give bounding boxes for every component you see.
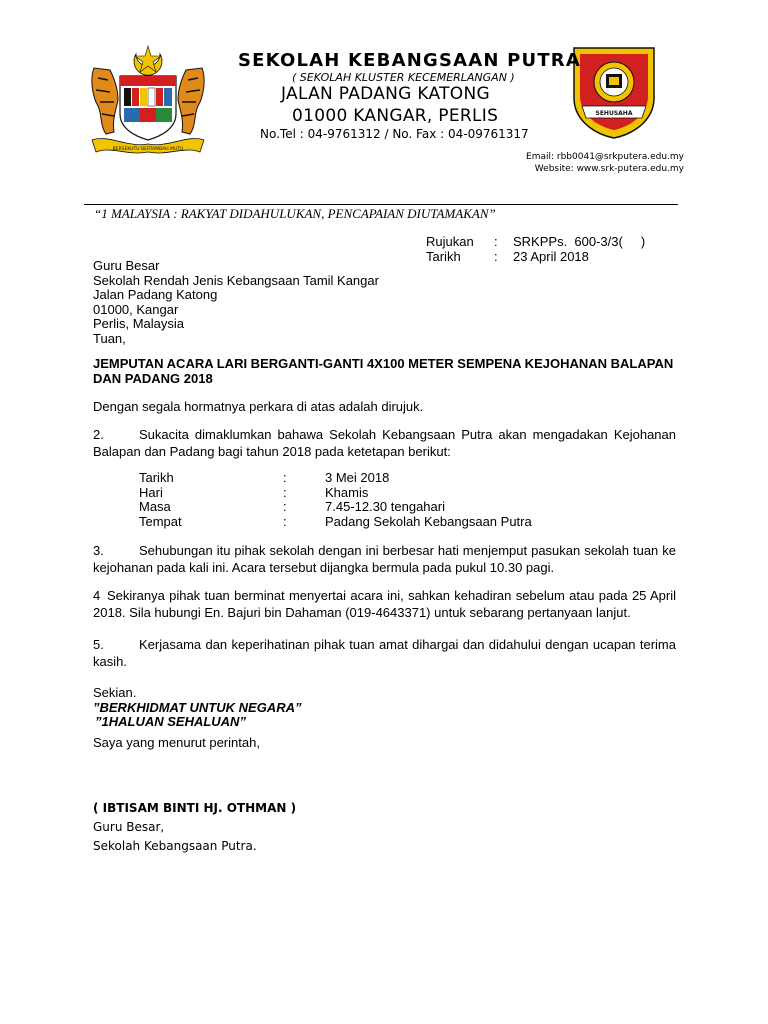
- school-address-line2: 01000 KANGAR, PERLIS: [292, 106, 499, 126]
- reference-row: [426, 235, 645, 250]
- school-name: SEKOLAH KEBANGSAAN PUTRA: [238, 50, 582, 71]
- paragraph-text: Kerjasama dan keperihatinan pihak tuan amat dihargai dan didahului dengan ucapan terima kasih.: [93, 637, 676, 669]
- school-cluster-subtitle: ( SEKOLAH KLUSTER KECEMERLANGAN ): [292, 71, 515, 84]
- date-row: [426, 250, 645, 265]
- detail-row: [139, 499, 532, 514]
- crest-left-scroll-text: BERSEKUTU BERTAMBAH MUTU: [112, 147, 184, 152]
- paragraph-text: Sekiranya pihak tuan berminat menyertai acara ini, sahkan kehadiran sebelum atau pada 25 April 2018. Sila hubungi En. Bajuri bin Dahaman (019-4643371) untuk sebarang pertanyaan lanjut.: [93, 588, 676, 620]
- detail-colon: :: [283, 513, 287, 529]
- detail-value: 3 Mei 2018: [325, 470, 390, 485]
- closing-sekian: Sekian.: [93, 685, 137, 700]
- school-address-line1: JALAN PADANG KATONG: [281, 84, 490, 104]
- signatory-name: ( IBTISAM BINTI HJ. OTHMAN ): [93, 801, 297, 815]
- paragraph-4: [93, 587, 676, 621]
- detail-value: 7.45-12.30 tengahari: [325, 499, 445, 514]
- paragraph-number: 4: [93, 588, 101, 603]
- school-website: Website: www.srk-putera.edu.my: [534, 164, 684, 174]
- event-details: [139, 470, 532, 528]
- letter-subject: JEMPUTAN ACARA LARI BERGANTI-GANTI 4X100 METER SEMPENA KEJOHANAN BALAPAN DAN PADANG 2018: [93, 356, 674, 386]
- paragraph-text: Sukacita dimaklumkan bahawa Sekolah Kebangsaan Putra akan mengadakan Kejohanan Balapan dan Padang bagi tahun 2018 pada ketetapan berikut:: [93, 427, 676, 459]
- date-value: 23 April 2018: [513, 248, 589, 264]
- reference-block: [426, 235, 645, 264]
- paragraph-number: 5.: [93, 637, 104, 652]
- detail-row: [139, 485, 532, 500]
- detail-row: [139, 514, 532, 529]
- crest-right-banner-text: SEHUSAHA: [595, 110, 633, 117]
- signatory-school: Sekolah Kebangsaan Putra.: [93, 839, 257, 853]
- detail-colon: :: [283, 499, 287, 514]
- recipient-line: 01000, Kangar: [93, 301, 179, 317]
- closing-slogan-2: ”1HALUAN SEHALUAN”: [95, 714, 246, 729]
- detail-label: Tempat: [139, 513, 182, 529]
- detail-label: Masa: [139, 499, 171, 514]
- paragraph-text: Sehubungan itu pihak sekolah dengan ini berbesar hati menjemput pasukan sekolah tuan ke kejohanan pada kali ini. Acara tersebut dijangka bermula pada pukul 10.30 pagi.: [93, 543, 676, 575]
- date-label: Tarikh: [426, 248, 461, 264]
- paragraph-3: [93, 542, 676, 576]
- header-divider: [84, 204, 678, 205]
- detail-label: Tarikh: [139, 470, 174, 485]
- paragraph-number: 3.: [93, 543, 104, 558]
- paragraph-5: [93, 636, 676, 670]
- motto: “1 MALAYSIA : RAKYAT DIDAHULUKAN, PENCAPAIAN DIUTAMAKAN”: [94, 206, 496, 221]
- coat-of-arms-logo: [88, 44, 208, 156]
- school-email: Email: rbb0041@srkputera.edu.my: [526, 152, 684, 162]
- closing-slogan-1: ”BERKHIDMAT UNTUK NEGARA”: [93, 699, 302, 715]
- reference-value: SRKPPs. 600-3/3( ): [513, 234, 646, 249]
- closing-saya: Saya yang menurut perintah,: [93, 734, 260, 750]
- detail-colon: :: [283, 470, 287, 485]
- recipient-line: Guru Besar: [93, 258, 160, 273]
- recipient-line: Perlis, Malaysia: [93, 316, 185, 331]
- recipient-address: [93, 259, 379, 346]
- paragraph-2: [93, 426, 676, 460]
- recipient-line: Jalan Padang Katong: [93, 287, 218, 302]
- detail-colon: :: [283, 484, 287, 500]
- school-crest-logo: [568, 44, 660, 140]
- detail-row: [139, 470, 532, 485]
- detail-label: Hari: [139, 484, 163, 500]
- signatory-role: Guru Besar,: [93, 820, 165, 834]
- paragraph-number: 2.: [93, 427, 104, 442]
- detail-value: Padang Sekolah Kebangsaan Putra: [325, 513, 532, 529]
- salutation: Tuan,: [93, 330, 126, 346]
- closing-block: [93, 686, 301, 750]
- reference-label: Rujukan: [426, 234, 474, 249]
- recipient-line: Sekolah Rendah Jenis Kebangsaan Tamil Kangar: [93, 272, 379, 288]
- intro-paragraph: Dengan segala hormatnya perkara di atas adalah dirujuk.: [93, 399, 424, 414]
- reference-colon: :: [494, 234, 498, 249]
- date-colon: :: [494, 248, 498, 264]
- detail-value: Khamis: [325, 484, 369, 500]
- school-phone-fax: No.Tel : 04-9761312 / No. Fax : 04-09761317: [260, 127, 529, 141]
